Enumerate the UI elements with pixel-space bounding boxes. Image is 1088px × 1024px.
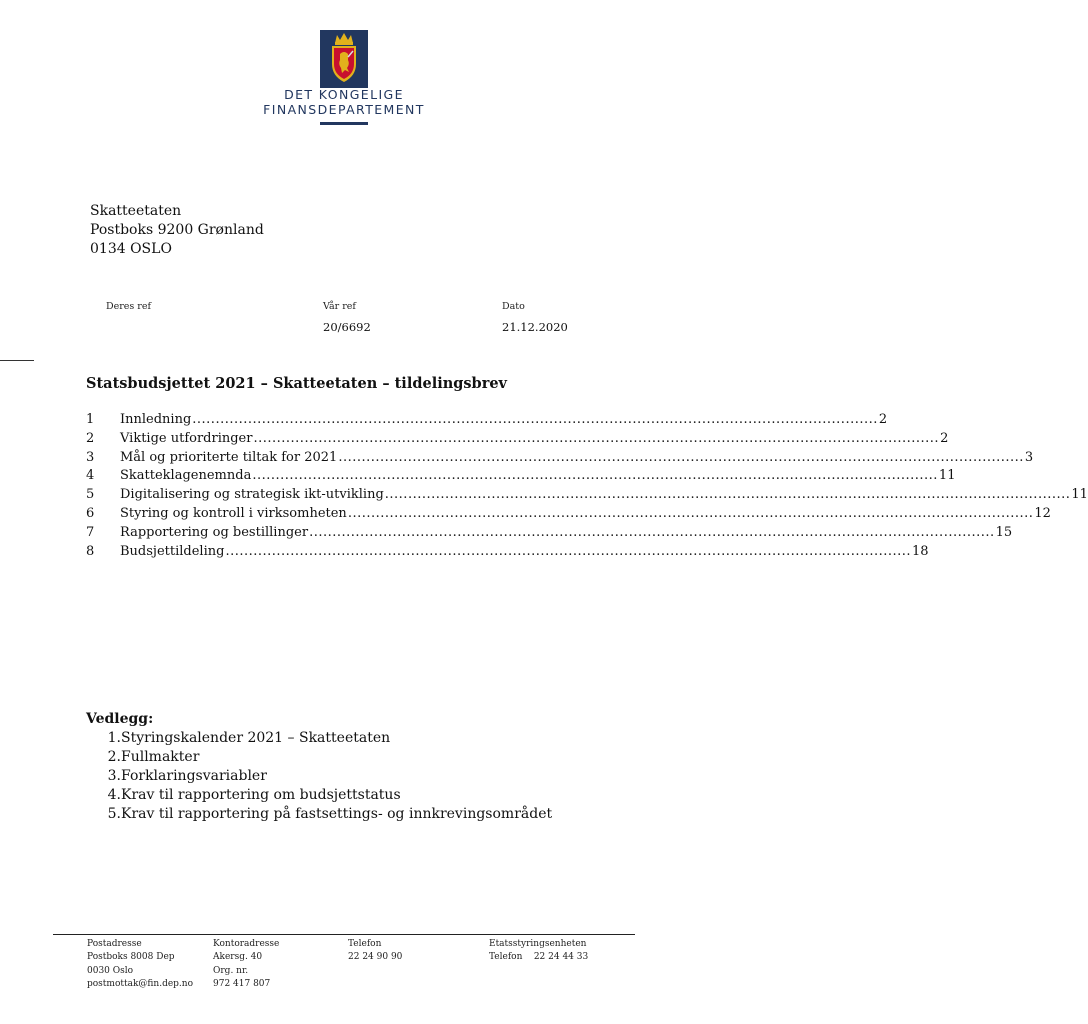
logo-underline	[320, 122, 368, 125]
toc-number: 3	[86, 449, 95, 465]
footer-kontoradresse	[213, 938, 279, 991]
list-item-number: 4.	[107, 787, 121, 803]
footer-postadresse	[87, 938, 193, 991]
toc-leader: ....................................................................................................................................................	[225, 543, 912, 559]
recipient-name: Skatteetaten	[90, 203, 182, 219]
footer-line: Postboks 8008 Dep	[87, 952, 175, 963]
toc-number: 8	[86, 543, 95, 559]
toc-number: 6	[86, 505, 95, 521]
toc-row[interactable]	[86, 412, 888, 431]
toc-leader: ....................................................................................................................................................	[309, 524, 995, 540]
toc-label: Skatteklagenemnda	[120, 468, 252, 484]
list-item	[86, 748, 552, 767]
coat-of-arms-icon	[320, 30, 368, 88]
var-ref-value: 20/6692	[323, 320, 371, 334]
toc-label: Digitalisering og strategisk ikt-utvikling	[120, 487, 384, 503]
footer-line: Telefon 22 24 44 33	[489, 952, 589, 963]
toc-row[interactable]	[86, 487, 1088, 506]
toc-page: 3	[1024, 449, 1034, 465]
fold-mark	[0, 360, 34, 361]
recipient-city: 0134 OSLO	[90, 241, 172, 257]
toc-label: Innledning	[120, 412, 192, 427]
list-item	[86, 786, 552, 805]
dato-value: 21.12.2020	[502, 320, 568, 334]
deres-ref-label: Deres ref	[106, 301, 151, 312]
toc-label: Styring og kontroll i virksomheten	[120, 505, 347, 521]
footer-label: Etatsstyringsenheten	[489, 939, 587, 949]
list-item-label: Krav til rapportering på fastsettings- og innkrevingsområdet	[121, 806, 553, 822]
document-title: Statsbudsjettet 2021 – Skatteetaten – tildelingsbrev	[86, 375, 507, 392]
toc-page: 11	[1071, 487, 1088, 503]
list-item-label: Forklaringsvariabler	[121, 768, 267, 784]
list-item	[86, 767, 552, 786]
vedlegg-list	[86, 729, 552, 824]
var-ref-label: Vår ref	[323, 301, 356, 312]
list-item-label: Styringskalender 2021 – Skatteetaten	[121, 730, 391, 746]
list-item-label: Fullmakter	[121, 749, 200, 765]
footer-label: Telefon	[348, 939, 382, 949]
recipient-postbox: Postboks 9200 Grønland	[90, 222, 264, 238]
toc-number: 5	[86, 487, 95, 503]
logo-line-1: DET KONGELIGE	[284, 87, 404, 102]
toc-row[interactable]	[86, 543, 929, 563]
dato-label: Dato	[502, 301, 525, 312]
footer-rule	[53, 934, 635, 935]
toc-row[interactable]	[86, 430, 949, 450]
recipient-address	[90, 202, 264, 259]
list-item-number: 2.	[107, 749, 121, 765]
toc-row[interactable]	[86, 524, 1013, 544]
footer-label: Postadresse	[87, 939, 142, 949]
toc-row[interactable]	[86, 468, 956, 487]
toc-leader: ....................................................................................................................................................	[192, 412, 878, 427]
ministry-logo	[256, 30, 432, 126]
toc-leader: ....................................................................................................................................................	[252, 468, 938, 484]
list-item-number: 3.	[107, 768, 121, 784]
toc-page: 2	[878, 412, 888, 427]
toc-label: Mål og prioriterte tiltak for 2021	[120, 449, 338, 465]
toc-page: 2	[940, 430, 949, 446]
toc-number: 4	[86, 468, 95, 484]
toc-number: 7	[86, 524, 95, 540]
toc-label: Budsjettildeling	[120, 543, 225, 559]
toc-row[interactable]	[86, 449, 1034, 469]
toc-leader: ....................................................................................................................................................	[338, 449, 1024, 465]
toc-page: 18	[912, 543, 929, 559]
toc-page: 15	[995, 524, 1013, 540]
toc-leader: ....................................................................................................................................................	[384, 487, 1071, 503]
logo-line-2: FINANSDEPARTEMENT	[263, 102, 425, 117]
footer-label: Kontoradresse	[213, 939, 280, 949]
footer-line: Akersg. 40	[213, 952, 263, 963]
footer-line: Org. nr.	[213, 965, 249, 976]
vedlegg-heading: Vedlegg:	[86, 711, 154, 727]
footer-line: 22 24 90 90	[348, 952, 403, 963]
list-item-number: 5.	[107, 806, 121, 822]
toc-label: Viktige utfordringer	[120, 430, 253, 446]
footer-line: 0030 Oslo	[87, 965, 134, 976]
footer-etat	[489, 938, 588, 965]
toc-label: Rapportering og bestillinger	[120, 524, 309, 540]
toc-page: 11	[938, 468, 956, 484]
list-item	[86, 729, 552, 748]
footer-email[interactable]: postmottak@fin.dep.no	[87, 978, 194, 989]
footer-line: 972 417 807	[213, 978, 271, 989]
toc-page: 12	[1034, 505, 1051, 521]
toc-leader: ....................................................................................................................................................	[347, 505, 1034, 521]
list-item-label: Krav til rapportering om budsjettstatus	[121, 787, 401, 803]
list-item-number: 1.	[107, 730, 121, 746]
list-item	[86, 805, 552, 824]
footer-telefon	[348, 938, 402, 965]
toc-number: 1	[86, 412, 95, 427]
toc-row[interactable]	[86, 505, 1051, 525]
table-of-contents	[86, 412, 1088, 562]
toc-number: 2	[86, 430, 95, 446]
toc-leader: ....................................................................................................................................................	[253, 430, 940, 446]
